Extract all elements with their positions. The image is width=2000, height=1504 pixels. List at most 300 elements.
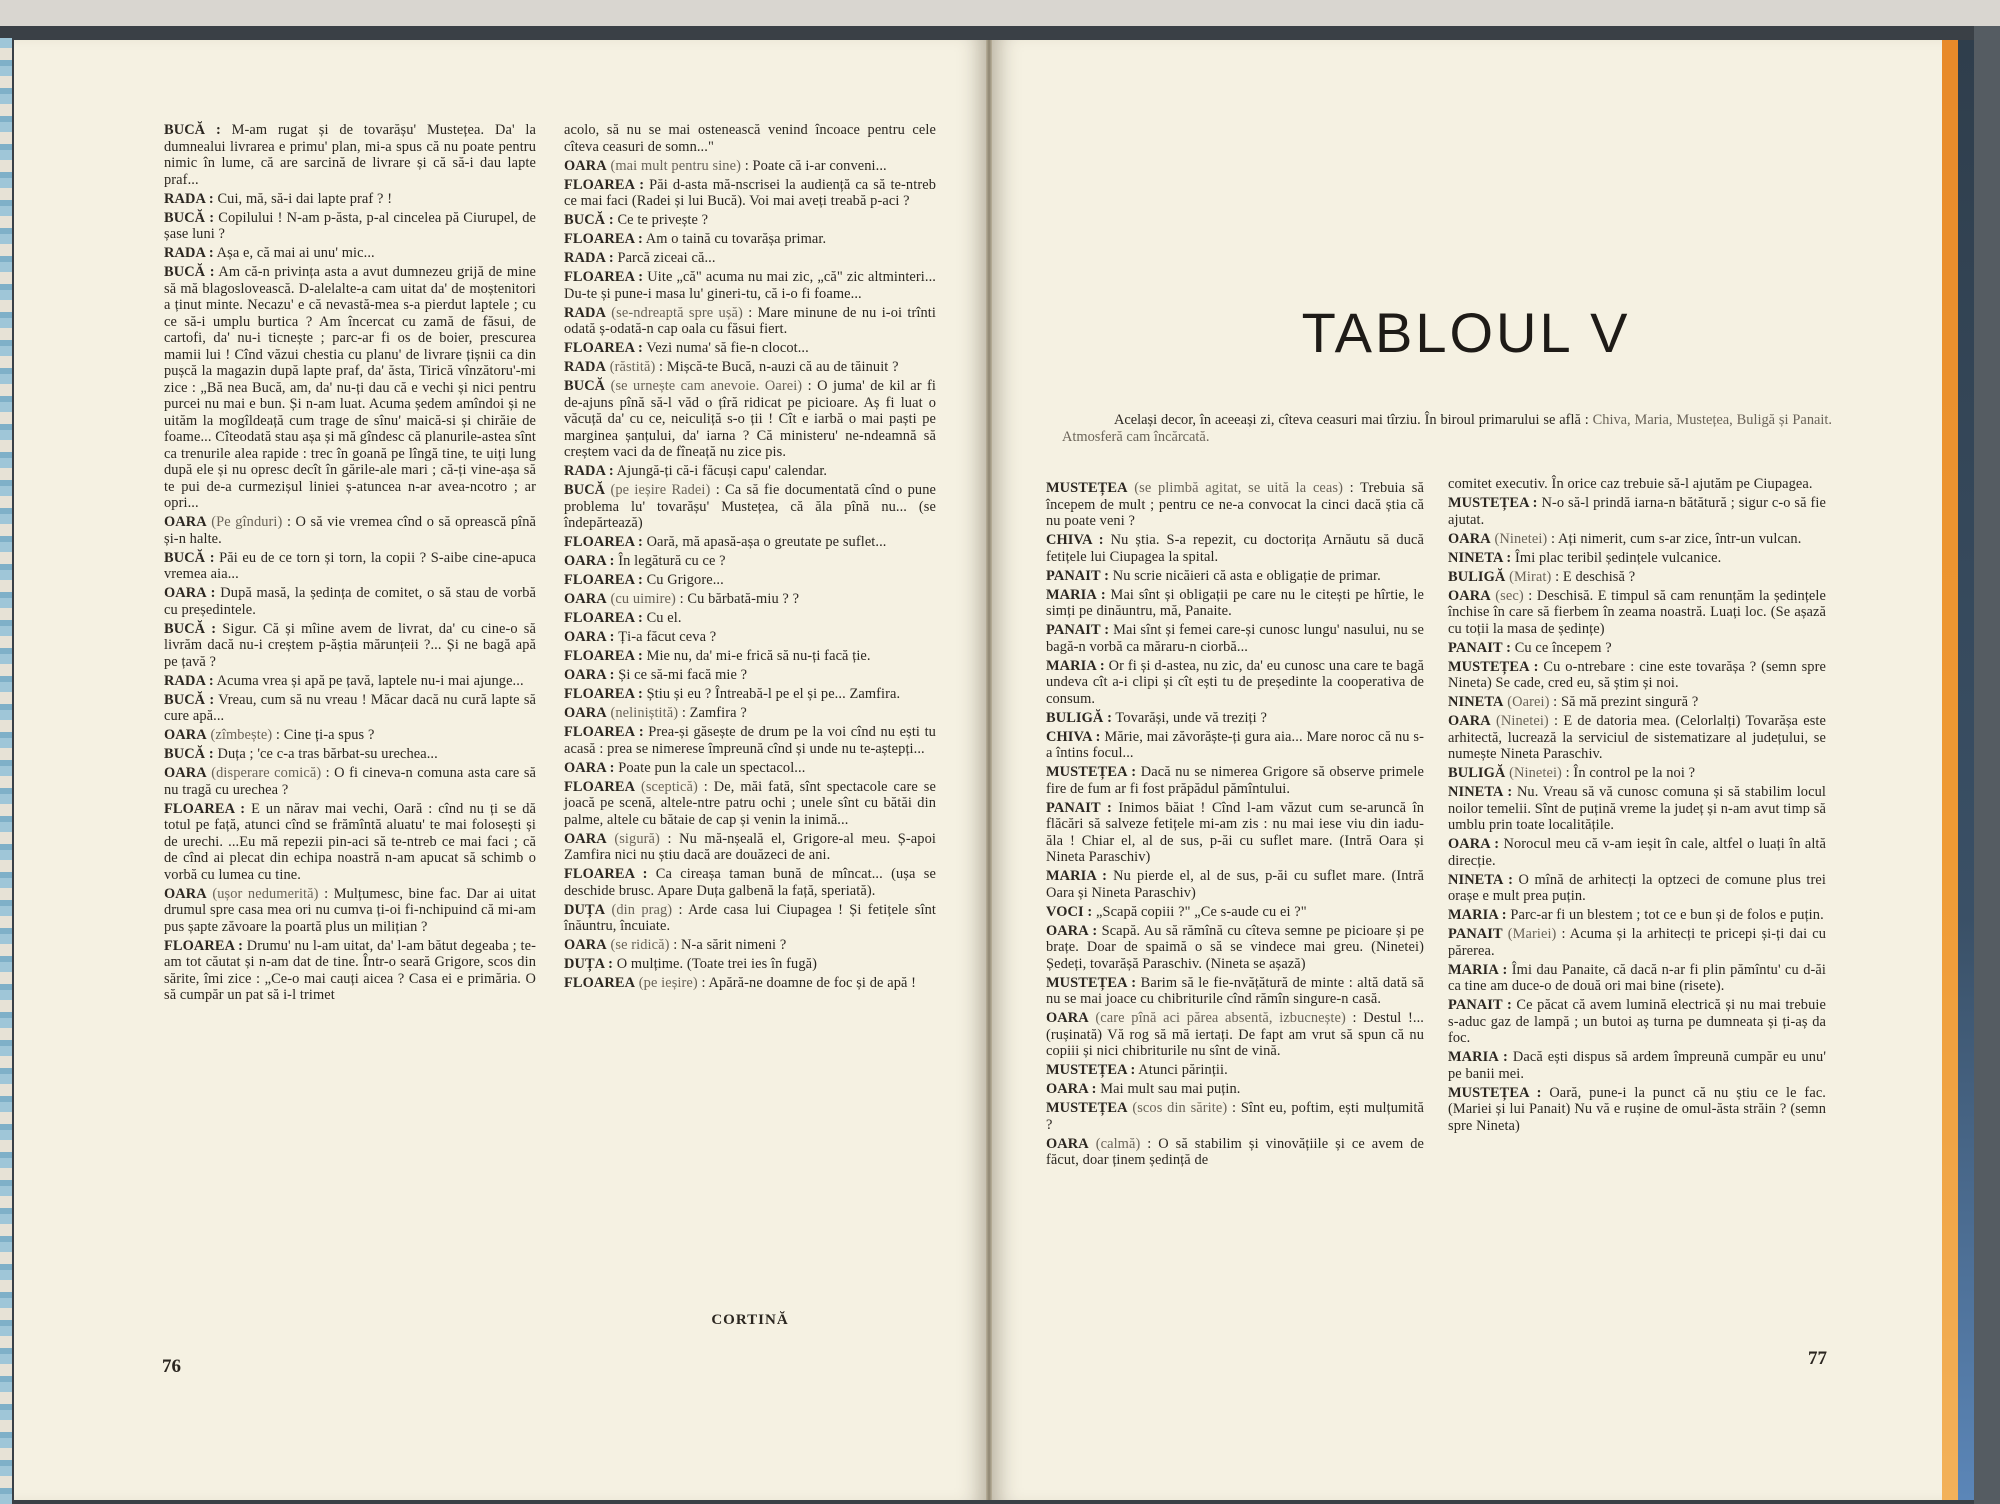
dialogue-line — [1046, 568, 1424, 585]
dialogue-line — [1448, 1085, 1826, 1135]
dialogue-line — [1448, 784, 1826, 834]
dialogue-text: M-am rugat și de tovarășu' Mustețea. Da' la dumnealui livrarea e primu' plan, mi-a spus că nu poate pentru nimic în lume, că are sarcină de livrare și că să-i dau lapte praf... — [164, 122, 536, 188]
dialogue-text: Ce păcat că avem lumină electrică și nu mai trebuie s-aduc gaz de lampă ; un butoi aș turna pe dumneata și ți-aș da foc. — [1448, 997, 1826, 1046]
dialogue-line — [1046, 587, 1424, 620]
stage-direction: (disperare comică) — [211, 765, 322, 781]
stage-direction: (care pînă aci părea absentă, izbucnește) — [1095, 1010, 1346, 1026]
dialogue-text: : Ați nimerit, cum s-ar zice, într-un vulcan. — [1551, 530, 1802, 547]
speaker-name: FLOAREA : — [564, 231, 643, 247]
speaker-name: OARA — [164, 727, 207, 743]
stage-direction: (Ninetei) — [1494, 530, 1548, 547]
dialogue-text: Oară, pune-i la punct că nu știu ce le fac. (Mariei și lui Panait) Nu vă e rușine de omul-ăsta străin ? (semn spre Nineta) — [1448, 1084, 1826, 1134]
dialogue-line — [164, 746, 536, 763]
dialogue-line — [1448, 872, 1826, 905]
dialogue-text: Ajungă-ți că-i făcuși capu' calendar. — [616, 463, 828, 479]
dialogue-text: : Mulțumesc, bine fac. Dar ai uitat drumul spre casa mea ori nu cumva ți-oi fi-nchipuind că mi-am pus șapte zăvoare la poartă plus un milițian ? — [164, 885, 536, 935]
speaker-name: FLOAREA : — [564, 534, 643, 550]
dialogue-text: Dacă nu se nimerea Grigore să observe primele fire de fum ar fi fost prăpădul pămîntului. — [1046, 764, 1424, 797]
dialogue-text: : Zamfira ? — [681, 705, 747, 721]
dialogue-text: : Poate că i-ar conveni... — [744, 157, 887, 174]
dialogue-text: Ți-a făcut ceva ? — [618, 629, 717, 645]
dialogue-line — [564, 534, 936, 551]
dialogue-line — [564, 975, 936, 992]
dialogue-text: Mai sînt și obligații pe care nu le citești pe hîrtie, le simți pe dinăuntru, mă, Panaite. — [1046, 586, 1424, 619]
speaker-name: DUȚA : — [564, 956, 613, 972]
dialogue-line — [564, 553, 936, 570]
speaker-name: MUSTEȚEA : — [1448, 495, 1538, 511]
dialogue-line — [1448, 836, 1826, 869]
dialogue-text: Cu ce începem ? — [1514, 639, 1612, 656]
dialogue-text: : În control pe la noi ? — [1565, 765, 1696, 781]
dialogue-text: : N-a sărit nimeni ? — [673, 937, 787, 953]
dialogue-text: Parc-ar fi un blestem ; tot ce e bun și de folos e puțin. — [1510, 907, 1824, 923]
dialogue-text: Știu și eu ? Întreabă-l pe el și pe... Zamfira. — [646, 686, 901, 702]
dialogue-text: : De, măi fată, sînt spectacole care se joacă pe scenă, altele-ntre patru ochi ; unele sînt cu bătăi din palme, altele cu bătaie de cap și venin la inimă... — [564, 778, 936, 828]
dialogue-text: Cu Grigore... — [646, 572, 724, 588]
dialogue-line — [1046, 729, 1424, 762]
dialogue-line — [1448, 694, 1826, 711]
scene-intro — [1062, 412, 1832, 446]
speaker-name: OARA — [1046, 1135, 1089, 1152]
speaker-name: BUCĂ : — [164, 209, 215, 226]
dialogue-line — [564, 610, 936, 627]
dialogue-line — [1046, 710, 1424, 727]
dialogue-line — [564, 629, 936, 646]
dialogue-text: Oară, mă apasă-așa o greutate pe suflet... — [646, 534, 887, 550]
stage-direction: (sec) — [1495, 587, 1524, 604]
speaker-name: CHIVA : — [1046, 728, 1101, 745]
speaker-name: DUȚA — [564, 901, 606, 918]
dialogue-text: Vreau, cum să nu vreau ! Măcar dacă nu cură lapte să cure apă... — [164, 691, 537, 724]
speaker-name: BUCĂ : — [164, 746, 214, 762]
dialogue-line — [564, 378, 936, 461]
speaker-name: MARIA : — [1046, 868, 1108, 884]
speaker-name: RADA : — [564, 250, 614, 266]
stage-direction: (Pe gînduri) — [211, 514, 283, 530]
dialogue-text: : Trebuia să începem de mult ; pentru ce ne-a convocat la cinci dacă știa că nu poate veni ? — [1046, 480, 1424, 529]
dialogue-text: N-o să-l prindă iarna-n bătătură ; sigur c-o să fie ajutat. — [1448, 495, 1826, 528]
speaker-name: FLOAREA : — [564, 572, 643, 588]
speaker-name: MUSTEȚEA : — [1046, 1062, 1136, 1078]
right-column-1 — [1046, 480, 1424, 1171]
stage-direction: (sceptică) — [640, 778, 698, 795]
dialogue-text: Am că-n privința asta a avut dumnezeu grijă de mine să mă blagoslovească. D-alelalte-a cam uitat da' de moștenitori a ținut minte. Necazu' e că nevastă-mea s-a pierdut laptele ; cu ce să-i umplu burtica ? Am încercat cu zamă de făsui, de cartofi, da' nu-i ticnește ; parc-ar fi os de boier, prescurea mamii lui ! Cînd văzui chestia cu planu' de livrare țișnii ca din pușcă la magazin după lapte praf, da' ăsta, Tirică vînzătoru'-mi zice : „Bă nea Bucă, am, da' nu-ți dau că e vechi și nici pentru purcei nu mai e bun. Și n-am luat. Acuma ședem amîndoi și ne uităm la mogîldeață cum trage de sînu' maică-si și chirăie de foame... Cîteodată stau așa și mă gîndesc că planurile-astea sînt ca trenurile alea rapide : trec în goană pe lîngă tine, te uiți lung după ele și nu opresc decît în gările-ale mari ; că-ți vine-așa să te pui de-a curmezișul liniei ș-atuncea n-ar avea-ncotro ; ar opri... — [164, 264, 537, 511]
dialogue-line — [564, 648, 936, 665]
dialogue-line — [164, 514, 536, 547]
speaker-name: MUSTEȚEA : — [1448, 658, 1539, 675]
dialogue-line — [564, 122, 936, 155]
dialogue-text: Mai mult sau mai puțin. — [1100, 1081, 1241, 1097]
speaker-name: OARA — [564, 591, 607, 607]
dialogue-text: Mie nu, da' mi-e frică să nu-ți facă ție. — [646, 648, 871, 664]
stage-direction: (zîmbește) — [210, 727, 273, 743]
dialogue-text: Nu. Vreau să vă cunosc comuna și să stabilim locul noilor temelii. Sînt de puțină vreme la județ și n-am avut timp să umblu prin toate localitățile. — [1448, 784, 1826, 833]
speaker-name: NINETA : — [1448, 871, 1514, 888]
dialogue-line — [1448, 926, 1826, 959]
dialogue-line — [164, 673, 536, 690]
dialogue-text: Cu el. — [646, 610, 682, 626]
dialogue-text: Păi eu de ce torn și torn, la copii ? S-aibe cine-apuca vremea aia... — [164, 549, 536, 582]
speaker-name: FLOAREA — [564, 778, 636, 795]
speaker-name: NINETA : — [1448, 784, 1513, 800]
dialogue-line — [564, 463, 936, 480]
dialogue-line — [564, 667, 936, 684]
dialogue-text: După masă, la ședința de comitet, o să stau de vorbă cu președintele. — [164, 585, 536, 618]
dialogue-line — [1046, 622, 1424, 655]
dialogue-text: În legătură cu ce ? — [618, 553, 726, 569]
dialogue-line — [1046, 800, 1424, 866]
speaker-name: OARA — [1448, 530, 1491, 547]
speaker-name: MUSTEȚEA : — [1046, 764, 1137, 780]
dialogue-text: E un nărav mai vechi, Oară : cînd nu ți se dă totul pe față, atunci cînd se frămîntă aluatu' te mai folosești și de urechi. ...Eu mă repezii pin-aci să te-ntreb ce mai faci ; că de cînd ai plecat din echipa noastră n-am apucat să schimb o vorbă cu lumea cu tine. — [164, 800, 537, 883]
dialogue-line — [1046, 868, 1424, 901]
dialogue-text: Așa e, că mai ai unu' mic... — [216, 245, 375, 261]
dialogue-line — [564, 231, 936, 248]
dialogue-line — [564, 177, 936, 210]
dialogue-text: Ca cireașa taman bună de mîncat... (ușa se deschide brusc. Apare Duța galbenă la față, speriată). — [564, 866, 936, 899]
dialogue-line — [1046, 1100, 1424, 1133]
dialogue-line — [1046, 923, 1424, 973]
speaker-name: BUCĂ : — [164, 691, 215, 708]
dialogue-line — [164, 585, 536, 618]
dialogue-text: : O să vie vremea cînd o să oprească pînă și-n halte. — [164, 514, 536, 547]
speaker-name: OARA — [164, 765, 207, 781]
dialogue-text: O mînă de arhitecți la optzeci de comune plus trei orașe e mult prea puțin. — [1448, 871, 1826, 904]
dialogue-line — [564, 831, 936, 864]
dialogue-text: „Scapă copiii ?" „Ce s-aude cu ei ?" — [1095, 903, 1307, 920]
dialogue-line — [564, 724, 936, 757]
dialogue-line — [1448, 997, 1826, 1047]
left-column-2 — [564, 122, 936, 994]
speaker-name: FLOAREA : — [564, 340, 643, 356]
dialogue-text: : Nu mă-nșeală el, Grigore-al meu. Ș-apoi Zamfira nici nu știu dacă are douăzeci de ani. — [564, 830, 936, 863]
dialogue-line — [564, 591, 936, 608]
dialogue-line — [564, 572, 936, 589]
dialogue-text: Îmi plac teribil ședințele vulcanice. — [1515, 549, 1722, 566]
speaker-name: OARA : — [1448, 836, 1500, 852]
speaker-name: FLOAREA : — [164, 937, 243, 954]
speaker-name: BUCĂ — [564, 482, 606, 498]
dialogue-line — [164, 801, 536, 884]
stage-direction: (se-ndreaptă spre ușă) — [611, 304, 743, 321]
speaker-name: OARA — [564, 937, 607, 953]
speaker-name: BUCĂ : — [164, 620, 217, 637]
dialogue-text: : E de datoria mea. (Celorlalți) Tovarășa este arhitectă, lucrează la serviciul de sistematizare al județului, se numește Nineta Paraschiv. — [1448, 713, 1826, 762]
speaker-name: MUSTEȚEA : — [1448, 1084, 1542, 1101]
speaker-name: OARA : — [564, 759, 615, 776]
dialogue-text: Mărie, mai zăvorăște-ți gura aia... Mare noroc că nu s-a întins focul... — [1046, 728, 1425, 761]
dialogue-line — [564, 902, 936, 935]
dialogue-text: : E deschisă ? — [1555, 568, 1636, 585]
dialogue-line — [164, 191, 536, 208]
dialogue-line — [164, 122, 536, 188]
dialogue-text: Dacă ești dispus să ardem împreună cumpăr eu unu' pe banii mei. — [1448, 1049, 1827, 1082]
speaker-name: BUCĂ : — [564, 212, 614, 228]
dialogue-text: Or fi și d-astea, nu zic, da' eu cunosc una care te bagă undeva cît a-i clipi și cît ești tu de președinte la cooperativa de consum. — [1046, 657, 1424, 707]
dialogue-line — [1448, 765, 1826, 782]
speaker-name: PANAIT : — [1046, 622, 1110, 638]
dialogue-text: Duța ; 'ce c-a tras bărbat-su urechea... — [217, 746, 438, 762]
dialogue-text: Inimos băiat ! Cînd l-am văzut cum se-aruncă în flăcări să salveze fetițele mi-am zis : nu mai iese viu din iadu-ăla ! Chiar el, al de sus, p-ăi cu suflet mare. (Intră Oara și Nineta Paraschiv) — [1046, 799, 1424, 865]
speaker-name: MUSTEȚEA — [1046, 1100, 1128, 1116]
dialogue-text: : Arde casa lui Ciupagea ! Și fetițele sînt înăuntru, încuiate. — [564, 901, 936, 934]
stage-direction: (pe ieșire Radei) — [610, 482, 711, 498]
stage-direction: (răstită) — [609, 359, 656, 375]
dialogue-text: : Apără-ne doamne de foc și de apă ! — [701, 975, 917, 991]
dialogue-line — [564, 760, 936, 777]
dialogue-line — [1046, 1062, 1424, 1079]
dialogue-line — [564, 359, 936, 376]
dialogue-text: : Cine ți-a spus ? — [275, 727, 375, 743]
dialogue-line — [564, 305, 936, 338]
speaker-name: MARIA : — [1046, 586, 1106, 603]
speaker-name: OARA : — [564, 667, 615, 683]
dialogue-line — [1448, 713, 1826, 763]
dialogue-text: Vezi numa' să fie-n clocot... — [646, 340, 809, 356]
dialogue-line — [164, 765, 536, 798]
scene-intro-text: Același decor, în aceeași zi, cîteva ceasuri mai tîrziu. În biroul primarului se află : — [1114, 412, 1589, 428]
orange-page-edge — [1942, 40, 1958, 1500]
dialogue-text: : Ca să fie documentată cînd o pune problema lu' tovarășu' Mustețea, că ăla pînă nu... (se îndepărtează) — [564, 482, 936, 531]
dialogue-text: : Mare minune de nu i-oi trînti odată ș-odată-n cap oala cu făsui fiert. — [564, 304, 936, 337]
stage-direction: (se ridică) — [610, 937, 670, 953]
dialogue-line — [564, 866, 936, 899]
stage-direction: (se plimbă agitat, se uită la ceas) — [1134, 480, 1343, 496]
dialogue-text: Am o taină cu tovarășa primar. — [645, 231, 827, 247]
stage-direction: (Ninetei) — [1509, 765, 1562, 781]
speaker-name: BULIGĂ — [1448, 765, 1506, 781]
dialogue-text: Uite „că" acuma nu mai zic, „că" zic altminteri... Du-te și pune-i masa lu' gineri-tu, că i-o fi foame... — [564, 269, 936, 302]
dialogue-text: Mai sînt și femei care-și cunosc lungu' nasului, nu se bagă-n vorbă ca măraru-n ciorbă... — [1046, 622, 1424, 655]
dialogue-line — [164, 886, 536, 936]
dialogue-text: Acuma vrea și apă pe țavă, laptele nu-i mai ajunge... — [216, 672, 524, 689]
speaker-name: OARA — [164, 514, 207, 530]
speaker-name: PANAIT : — [1448, 997, 1512, 1013]
dialogue-text: O mulțime. (Toate trei ies în fugă) — [616, 956, 817, 972]
right-column-2 — [1448, 476, 1826, 1137]
speaker-name: VOCI : — [1046, 903, 1093, 920]
dialogue-text: Barim să le fie-nvățătură de minte : altă dată să nu se mai joace cu chibriturile cînd rămîn singure-n casă. — [1046, 974, 1424, 1007]
speaker-name: RADA — [564, 359, 606, 375]
speaker-name: OARA : — [1046, 1081, 1097, 1097]
speaker-name: OARA — [1448, 713, 1491, 729]
speaker-name: OARA : — [564, 629, 615, 645]
speaker-name: BUCĂ : — [164, 264, 215, 280]
stage-direction: (mai mult pentru sine) — [610, 157, 741, 174]
page-number-right: 77 — [1808, 1348, 1827, 1369]
dialogue-line — [564, 212, 936, 229]
dialogue-text: Nu scrie nicăieri că asta e obligație de primar. — [1112, 567, 1381, 584]
dialogue-line — [564, 158, 936, 175]
dialogue-line — [1046, 532, 1424, 565]
dialogue-text: Poate pun la cale un spectacol... — [618, 759, 806, 776]
dialogue-text: Scapă. Au să rămînă cu cîteva semne pe picioare și pe brațe. Doar de spaimă o să se vindece mai greu. (Ninetei) Ședeți, tovarășă Paraschiv. (Nineta se așază) — [1046, 922, 1424, 972]
speaker-name: OARA : — [1046, 922, 1098, 939]
dialogue-text: Sigur. Că și mîine avem de livrat, da' cu cine-o să livrăm dacă nu-i creștem p-ăștia mărunțeii ?... Și ne bagă apă pe țavă ? — [164, 620, 536, 670]
dialogue-text: comitet executiv. În orice caz trebuie să-l ajutăm pe Ciupagea. — [1448, 476, 1813, 492]
speaker-name: OARA : — [564, 553, 615, 569]
dialogue-line — [1046, 1136, 1424, 1169]
scene-intro-names: Chiva, Maria, Mustețea, Buligă și Panait. Atmosferă cam încărcată. — [1062, 412, 1832, 445]
dialogue-line — [164, 938, 536, 1004]
speaker-name: MUSTEȚEA — [1046, 480, 1128, 496]
dialogue-text: Păi d-asta mă-nscrisei la audiență ca să te-ntreb ce mai faci (Radei și lui Bucă). Voi mai aveți treabă p-aci ? — [564, 176, 936, 209]
speaker-name: BUCĂ — [564, 378, 606, 394]
speaker-name: PANAIT : — [1046, 567, 1110, 584]
dialogue-line — [164, 264, 536, 512]
dialogue-line — [1448, 907, 1826, 924]
stage-direction: (scos din sărite) — [1132, 1100, 1228, 1116]
act-title: TABLOUL V — [1301, 301, 1631, 364]
dialogue-text: Și ce să-mi facă mie ? — [618, 667, 748, 683]
dialogue-line — [564, 250, 936, 267]
speaker-name: FLOAREA — [564, 975, 636, 991]
dialogue-line — [1448, 569, 1826, 586]
speaker-name: RADA : — [164, 672, 214, 689]
speaker-name: MARIA : — [1046, 657, 1105, 674]
left-column-1 — [164, 122, 536, 1006]
speaker-name: NINETA : — [1448, 549, 1512, 566]
dialogue-line — [1046, 1081, 1424, 1098]
stage-direction: (ușor nedumerită) — [212, 885, 319, 902]
speaker-name: RADA : — [564, 463, 614, 479]
dialogue-line — [564, 705, 936, 722]
book-gutter — [986, 40, 992, 1500]
dialogue-text: : Cu bărbată-miu ? ? — [679, 591, 800, 607]
stage-direction: (din prag) — [611, 901, 673, 918]
dialogue-line — [1448, 550, 1826, 567]
speaker-name: RADA — [564, 304, 606, 321]
dialogue-text: Norocul meu că v-am ieșit în cale, altfel o luați în altă direcție. — [1448, 836, 1826, 869]
dialogue-text: : Să mă prezint singură ? — [1553, 694, 1699, 710]
speaker-name: FLOAREA : — [564, 686, 643, 702]
dialogue-text: Nu știa. S-a repezit, cu doctorița Arnăutu să ducă fetițele lui Ciupagea la spital. — [1046, 532, 1424, 565]
dialogue-text: : Mișcă-te Bucă, n-auzi că au de tăinuit ? — [659, 359, 899, 375]
dialogue-line — [564, 779, 936, 829]
speaker-name: FLOAREA : — [564, 866, 648, 882]
dialogue-line — [1046, 1010, 1424, 1060]
speaker-name: FLOAREA : — [564, 176, 645, 193]
dialogue-text: Cu o-ntrebare : cine este tovarășa ? (semn spre Nineta) Se cade, cred eu, să știm și noi. — [1448, 658, 1826, 691]
dialogue-line — [1448, 495, 1826, 528]
dialogue-line — [164, 550, 536, 583]
dialogue-line — [1448, 659, 1826, 692]
speaker-name: OARA — [164, 885, 207, 902]
dialogue-text: Tovarăși, unde vă treziți ? — [1115, 709, 1267, 726]
speaker-name: OARA — [564, 705, 607, 721]
speaker-name: OARA — [564, 157, 607, 174]
dialogue-text: : Destul !... (rușinată) Vă rog să mă iertați. De fapt am vrut să spun că nu copiii și nici chibriturile nu sînt de vină. — [1046, 1010, 1424, 1059]
curtain-text: CORTINĂ — [711, 1312, 789, 1328]
speaker-name: FLOAREA : — [164, 800, 246, 817]
speaker-name: PANAIT : — [1046, 799, 1112, 816]
dialogue-text: Atunci părinții. — [1138, 1062, 1228, 1078]
dialogue-line — [164, 692, 536, 725]
speaker-name: BULIGĂ — [1448, 568, 1506, 585]
dialogue-text: Nu pierde el, al de sus, p-ăi cu suflet mare. (Intră Oara și Nineta Paraschiv) — [1046, 868, 1425, 901]
dialogue-line — [164, 621, 536, 671]
dialogue-line — [1448, 476, 1826, 493]
speaker-name: OARA : — [164, 585, 216, 601]
dialogue-line — [1448, 531, 1826, 548]
dialogue-line — [1448, 640, 1826, 657]
dialogue-text: Ce te privește ? — [617, 212, 709, 228]
dialogue-text: : Deschisă. E timpul să cam renunțăm la ședințele închise în care să fierbem în zeama noastră. Luați loc. (Se așază cu toții la masa de ședințe) — [1448, 587, 1827, 637]
speaker-name: RADA : — [164, 190, 214, 207]
speaker-name: CHIVA : — [1046, 532, 1104, 548]
speaker-name: MARIA : — [1448, 1049, 1508, 1065]
stage-direction: (se urnește cam anevoie. Oarei) — [610, 378, 803, 394]
dialogue-text: Copilului ! N-am p-ăsta, p-al cincelea pă Ciurupel, de șase luni ? — [164, 209, 537, 242]
speaker-name: BULIGĂ : — [1046, 709, 1112, 726]
dialogue-line — [564, 482, 936, 532]
dialogue-text: : Sînt eu, poftim, ești mulțumită ? — [1046, 1100, 1424, 1133]
stage-direction: (pe ieșire) — [638, 975, 698, 991]
dialogue-text: Drumu' nu l-am uitat, da' l-am bătut degeaba ; te-am tot căutat și n-am dat de tine. Într-o seară Grigore, scos din sărite, îmi zice : „Ce-o mai cauți aicea ? Casa ei e primăria. O să cumpăr un pat să i-l trimet — [164, 937, 537, 1003]
stage-direction: (calmă) — [1095, 1135, 1141, 1152]
dialogue-line — [1448, 1049, 1826, 1082]
speaker-name: MARIA : — [1448, 961, 1508, 978]
speaker-name: RADA : — [164, 245, 214, 261]
dialogue-line — [564, 956, 936, 973]
stage-direction: (Mirat) — [1509, 568, 1552, 585]
speaker-name: BUCĂ : — [164, 122, 221, 138]
speaker-name: FLOAREA : — [564, 648, 643, 664]
stage-direction: (neliniștită) — [610, 705, 679, 721]
dialogue-line — [564, 937, 936, 954]
dialogue-line — [1046, 764, 1424, 797]
dialogue-line — [1448, 588, 1826, 638]
dialogue-line — [164, 727, 536, 744]
stage-direction: (sigură) — [614, 830, 660, 847]
speaker-name: PANAIT — [1448, 926, 1503, 942]
speaker-name: OARA — [564, 830, 607, 847]
speaker-name: FLOAREA : — [564, 610, 643, 626]
stage-direction: (Ninetei) — [1495, 713, 1549, 729]
speaker-name: BUCĂ : — [164, 549, 215, 566]
speaker-name: OARA — [1448, 587, 1491, 604]
dialogue-line — [564, 686, 936, 703]
speaker-name: FLOAREA : — [564, 724, 644, 740]
dialogue-text: acolo, să nu se mai ostenească venind încoace pentru cele cîteva ceasuri de somn..." — [564, 122, 936, 155]
dialogue-line — [164, 245, 536, 262]
speaker-name: OARA — [1046, 1010, 1089, 1026]
dialogue-line — [1448, 962, 1826, 995]
speaker-name: NINETA — [1448, 694, 1504, 710]
dialogue-text: : O fi cineva-n comuna asta care să nu tragă cu urechea ? — [164, 765, 537, 798]
dialogue-line — [1046, 904, 1424, 921]
speaker-name: MARIA : — [1448, 907, 1507, 923]
page-number-left: 76 — [162, 1356, 181, 1377]
stage-direction: (Oarei) — [1507, 694, 1550, 710]
dialogue-line — [564, 269, 936, 302]
right-cover-edge — [1974, 26, 2000, 1504]
dialogue-text: : O să stabilim și vinovățiile și ce avem de făcut, doar ținem ședință de — [1046, 1135, 1424, 1168]
stage-direction: (cu uimire) — [610, 591, 676, 607]
stage-direction: (Mariei) — [1507, 926, 1557, 942]
dialogue-text: : O juma' de kil ar fi de-ajuns pînă să-l văd o țîră ridicat pe picioare. Aș fi luat o văcuță da' cu ce, neiculiță s-o ții ! Cît e iarbă o mai paști pe marginea șanțului, da' iarna ? Că ministeru' ne-ndeamnă să creștem vaci da de fîneață nu zice pis. — [564, 378, 937, 460]
blue-page-edge — [1958, 40, 1974, 1500]
dialogue-line — [564, 340, 936, 357]
dialogue-text: Parcă ziceai că... — [617, 250, 716, 266]
dialogue-text: Prea-și găsește de drum pe la voi cînd nu ești tu acasă : prea se nimerese împreună cînd și unde nu te-aștepți... — [564, 724, 936, 757]
dialogue-text: : Acuma și la arhitecți te pricepi și-ți dai cu părerea. — [1448, 926, 1826, 959]
dialogue-text: Cui, mă, să-i dai lapte praf ? ! — [217, 190, 393, 207]
speaker-name: FLOAREA : — [564, 269, 644, 285]
dialogue-line — [1046, 480, 1424, 530]
speaker-name: MUSTEȚEA : — [1046, 974, 1137, 991]
left-page-edges — [0, 38, 12, 1504]
